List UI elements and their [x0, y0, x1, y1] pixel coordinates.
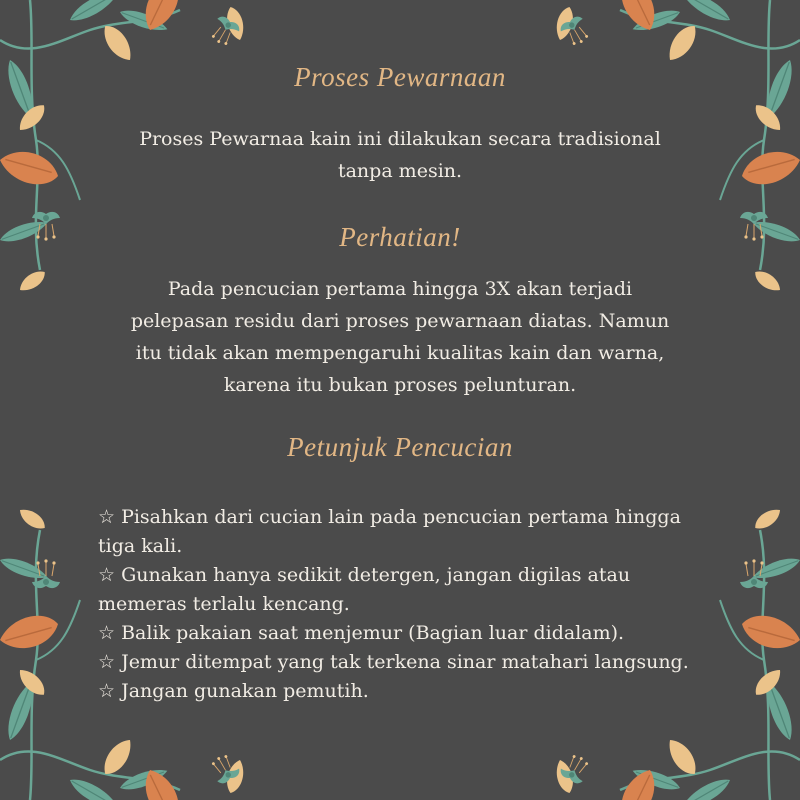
heading-proses-pewarnaan: Proses Pewarnaan	[294, 62, 506, 92]
paragraph-line: karena itu bukan proses pelunturan.	[223, 374, 577, 396]
tip-line: tiga kali.	[98, 535, 183, 557]
tip-line: memeras terlalu kencang.	[98, 593, 350, 615]
paragraph-perhatian	[100, 273, 700, 401]
tip-line: ☆ Jangan gunakan pemutih.	[98, 680, 369, 702]
washing-tips-list	[98, 503, 718, 706]
tip-line: ☆ Pisahkan dari cucian lain pada pencucian pertama hingga	[98, 506, 681, 528]
tip-line: ☆ Jemur ditempat yang tak terkena sinar matahari langsung.	[98, 651, 689, 673]
tip-line: ☆ Gunakan hanya sedikit detergen, jangan digilas atau	[98, 564, 631, 586]
paragraph-line: pelepasan residu dari proses pewarnaan diatas. Namun	[130, 310, 670, 332]
paragraph-proses	[120, 123, 680, 187]
heading-perhatian: Perhatian!	[339, 222, 461, 252]
paragraph-line: Pada pencucian pertama hingga 3X akan terjadi	[167, 278, 633, 300]
heading-petunjuk-pencucian: Petunjuk Pencucian	[287, 432, 513, 462]
tip-line: ☆ Balik pakaian saat menjemur (Bagian luar didalam).	[98, 622, 625, 644]
paragraph-line: tanpa mesin.	[337, 160, 463, 182]
paragraph-line: itu tidak akan mempengaruhi kualitas kain dan warna,	[135, 342, 665, 364]
paragraph-line: Proses Pewarnaa kain ini dilakukan secara tradisional	[139, 128, 661, 150]
